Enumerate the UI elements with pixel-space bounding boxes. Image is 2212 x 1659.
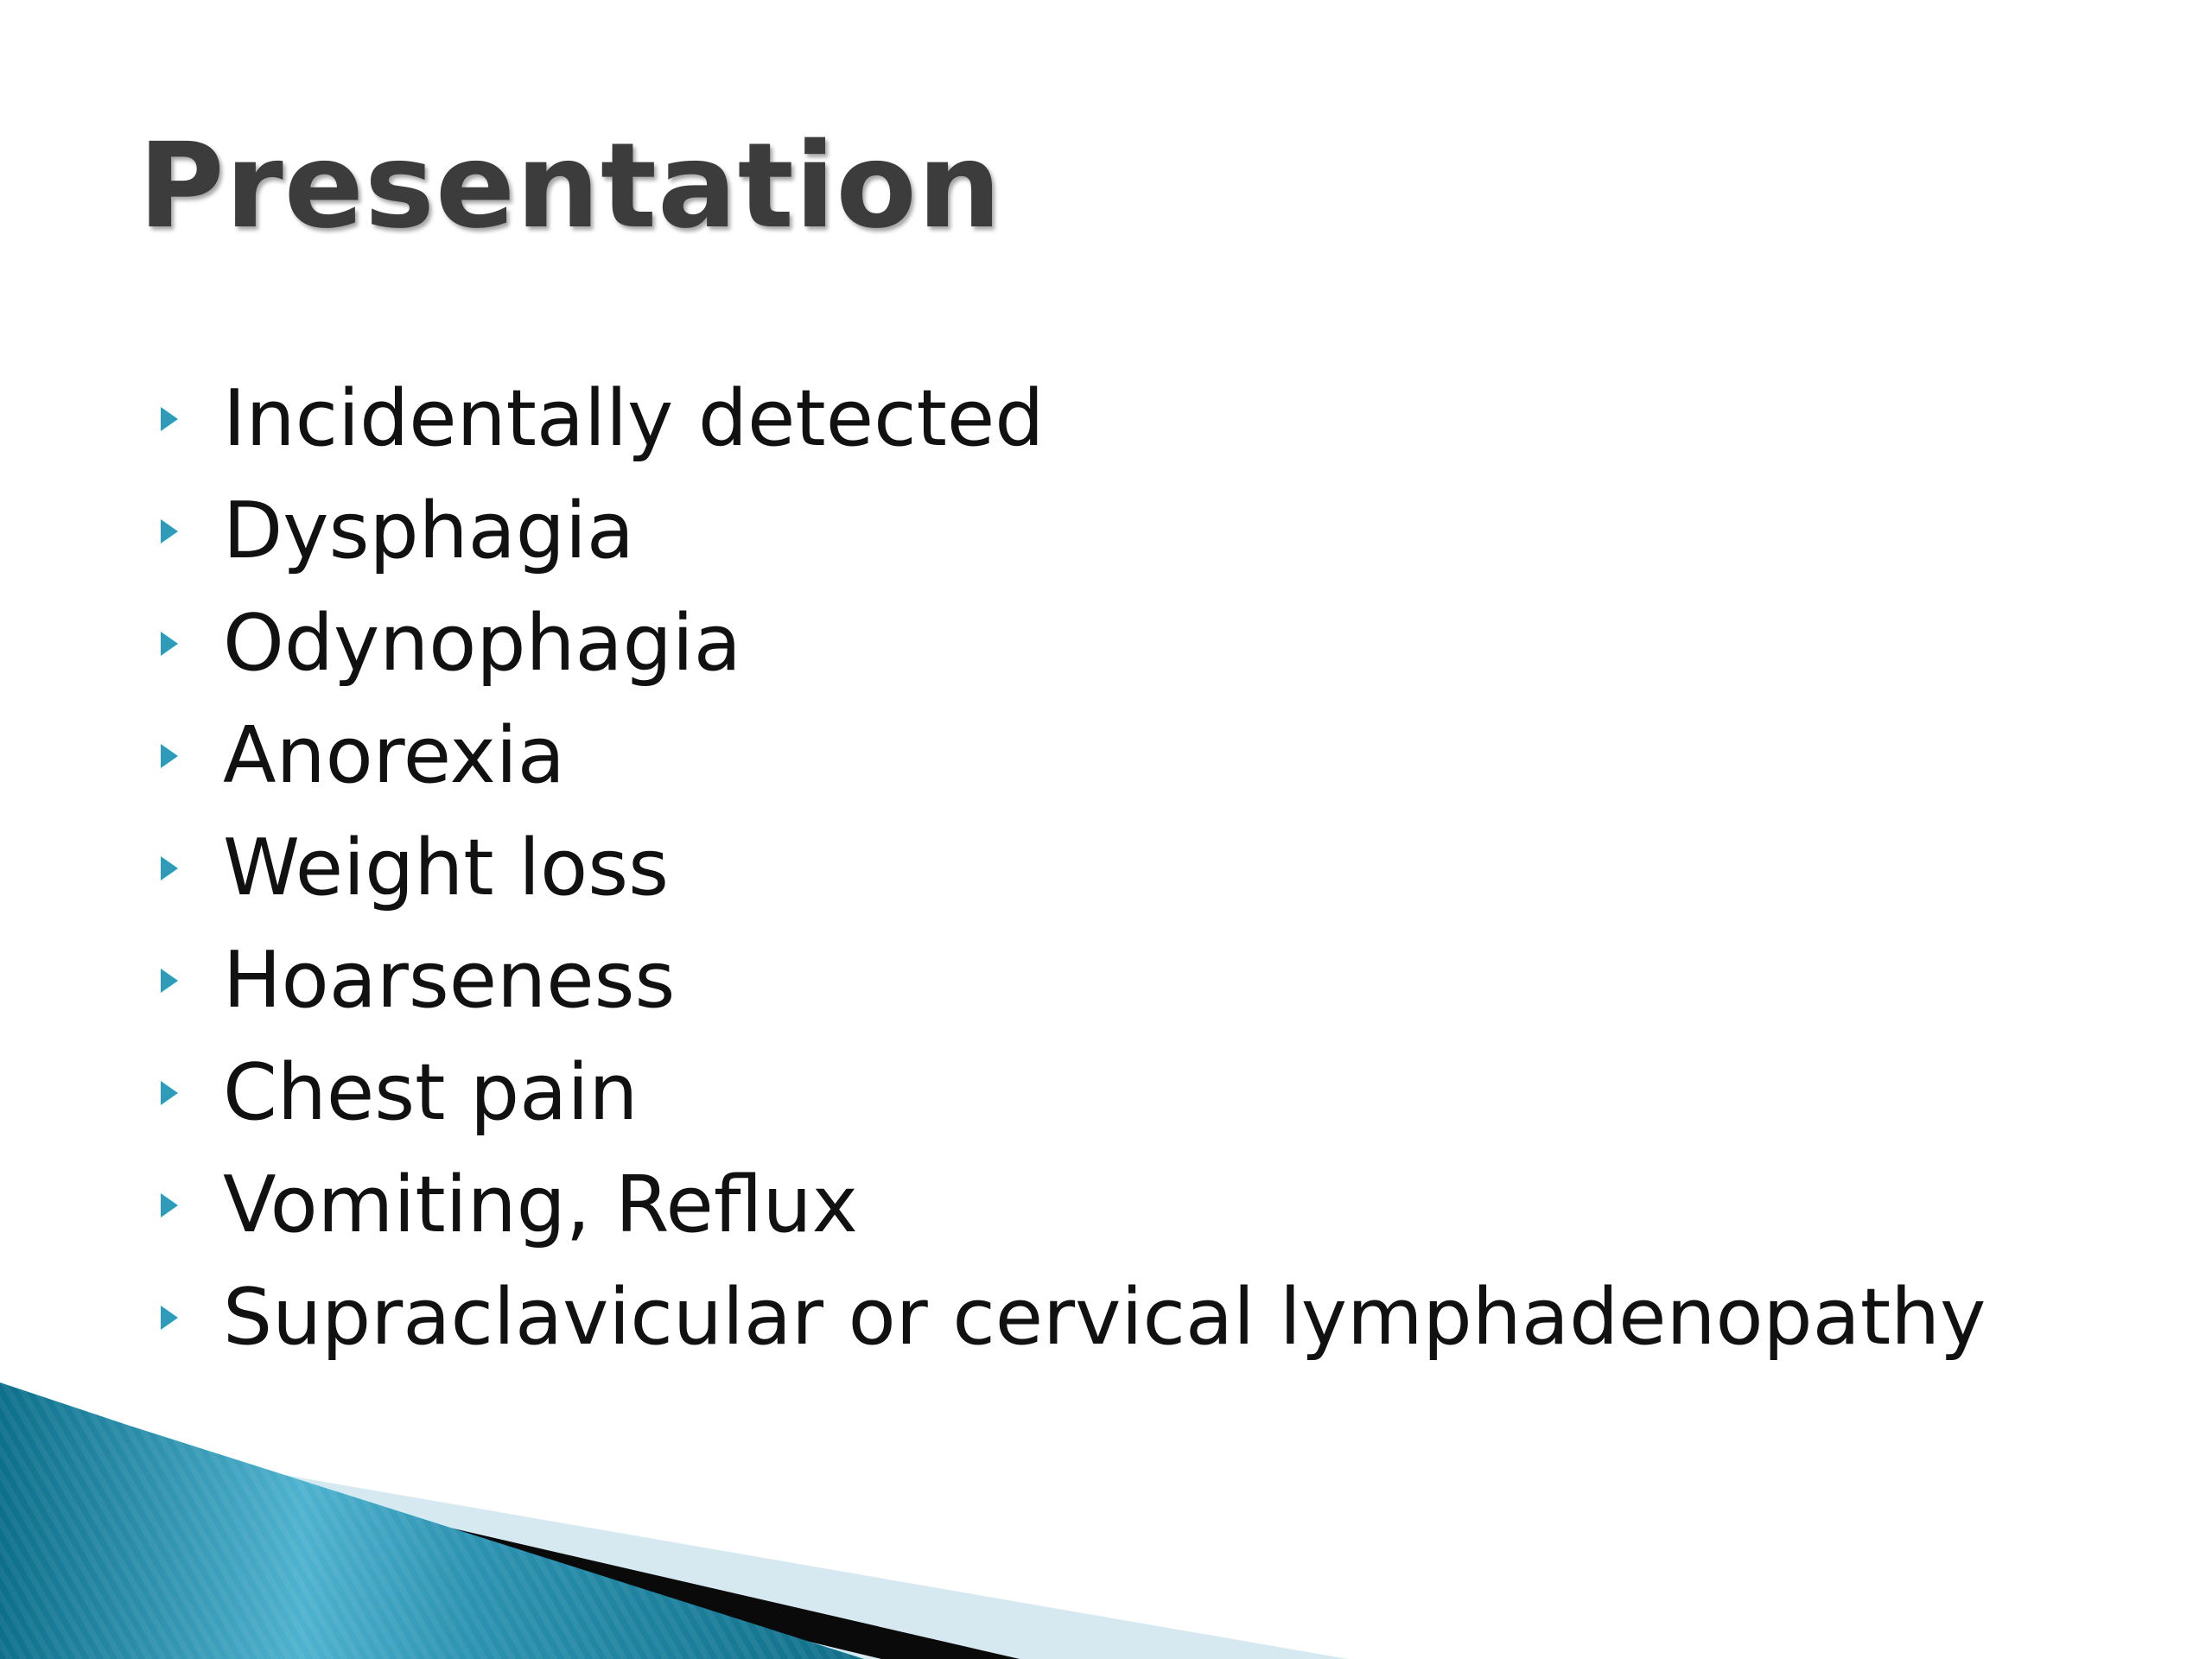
- list-item-text: Incidentally detected: [223, 373, 1045, 464]
- list-item: [161, 363, 1986, 475]
- triangle-bullet-icon: [161, 969, 178, 993]
- list-item-text: Odynophagia: [223, 598, 741, 689]
- triangle-bullet-icon: [161, 1081, 178, 1105]
- triangle-bullet-icon: [161, 856, 178, 880]
- list-item-text: Supraclavicular or cervical lymphadenopathy: [223, 1272, 1986, 1363]
- bullet-list: [161, 363, 1986, 1374]
- list-item-text: Chest pain: [223, 1047, 639, 1138]
- triangle-bullet-icon: [161, 632, 178, 656]
- list-item: [161, 700, 1986, 812]
- triangle-bullet-icon: [161, 1193, 178, 1217]
- list-item-text: Anorexia: [223, 710, 565, 801]
- corner-swoosh-decoration: [0, 1382, 2212, 1659]
- slide-title: Presentation: [138, 118, 1002, 255]
- list-item: [161, 812, 1986, 925]
- triangle-bullet-icon: [161, 407, 178, 431]
- list-item: [161, 475, 1986, 588]
- list-item-text: Vomiting, Reflux: [223, 1160, 858, 1250]
- list-item: [161, 1262, 1986, 1374]
- list-item-text: Weight loss: [223, 823, 670, 913]
- triangle-bullet-icon: [161, 744, 178, 768]
- list-item-text: Hoarseness: [223, 935, 676, 1026]
- list-item: [161, 1149, 1986, 1262]
- list-item: [161, 925, 1986, 1037]
- list-item: [161, 1037, 1986, 1149]
- list-item: [161, 588, 1986, 700]
- list-item-text: Dysphagia: [223, 486, 635, 576]
- triangle-bullet-icon: [161, 519, 178, 543]
- triangle-bullet-icon: [161, 1306, 178, 1330]
